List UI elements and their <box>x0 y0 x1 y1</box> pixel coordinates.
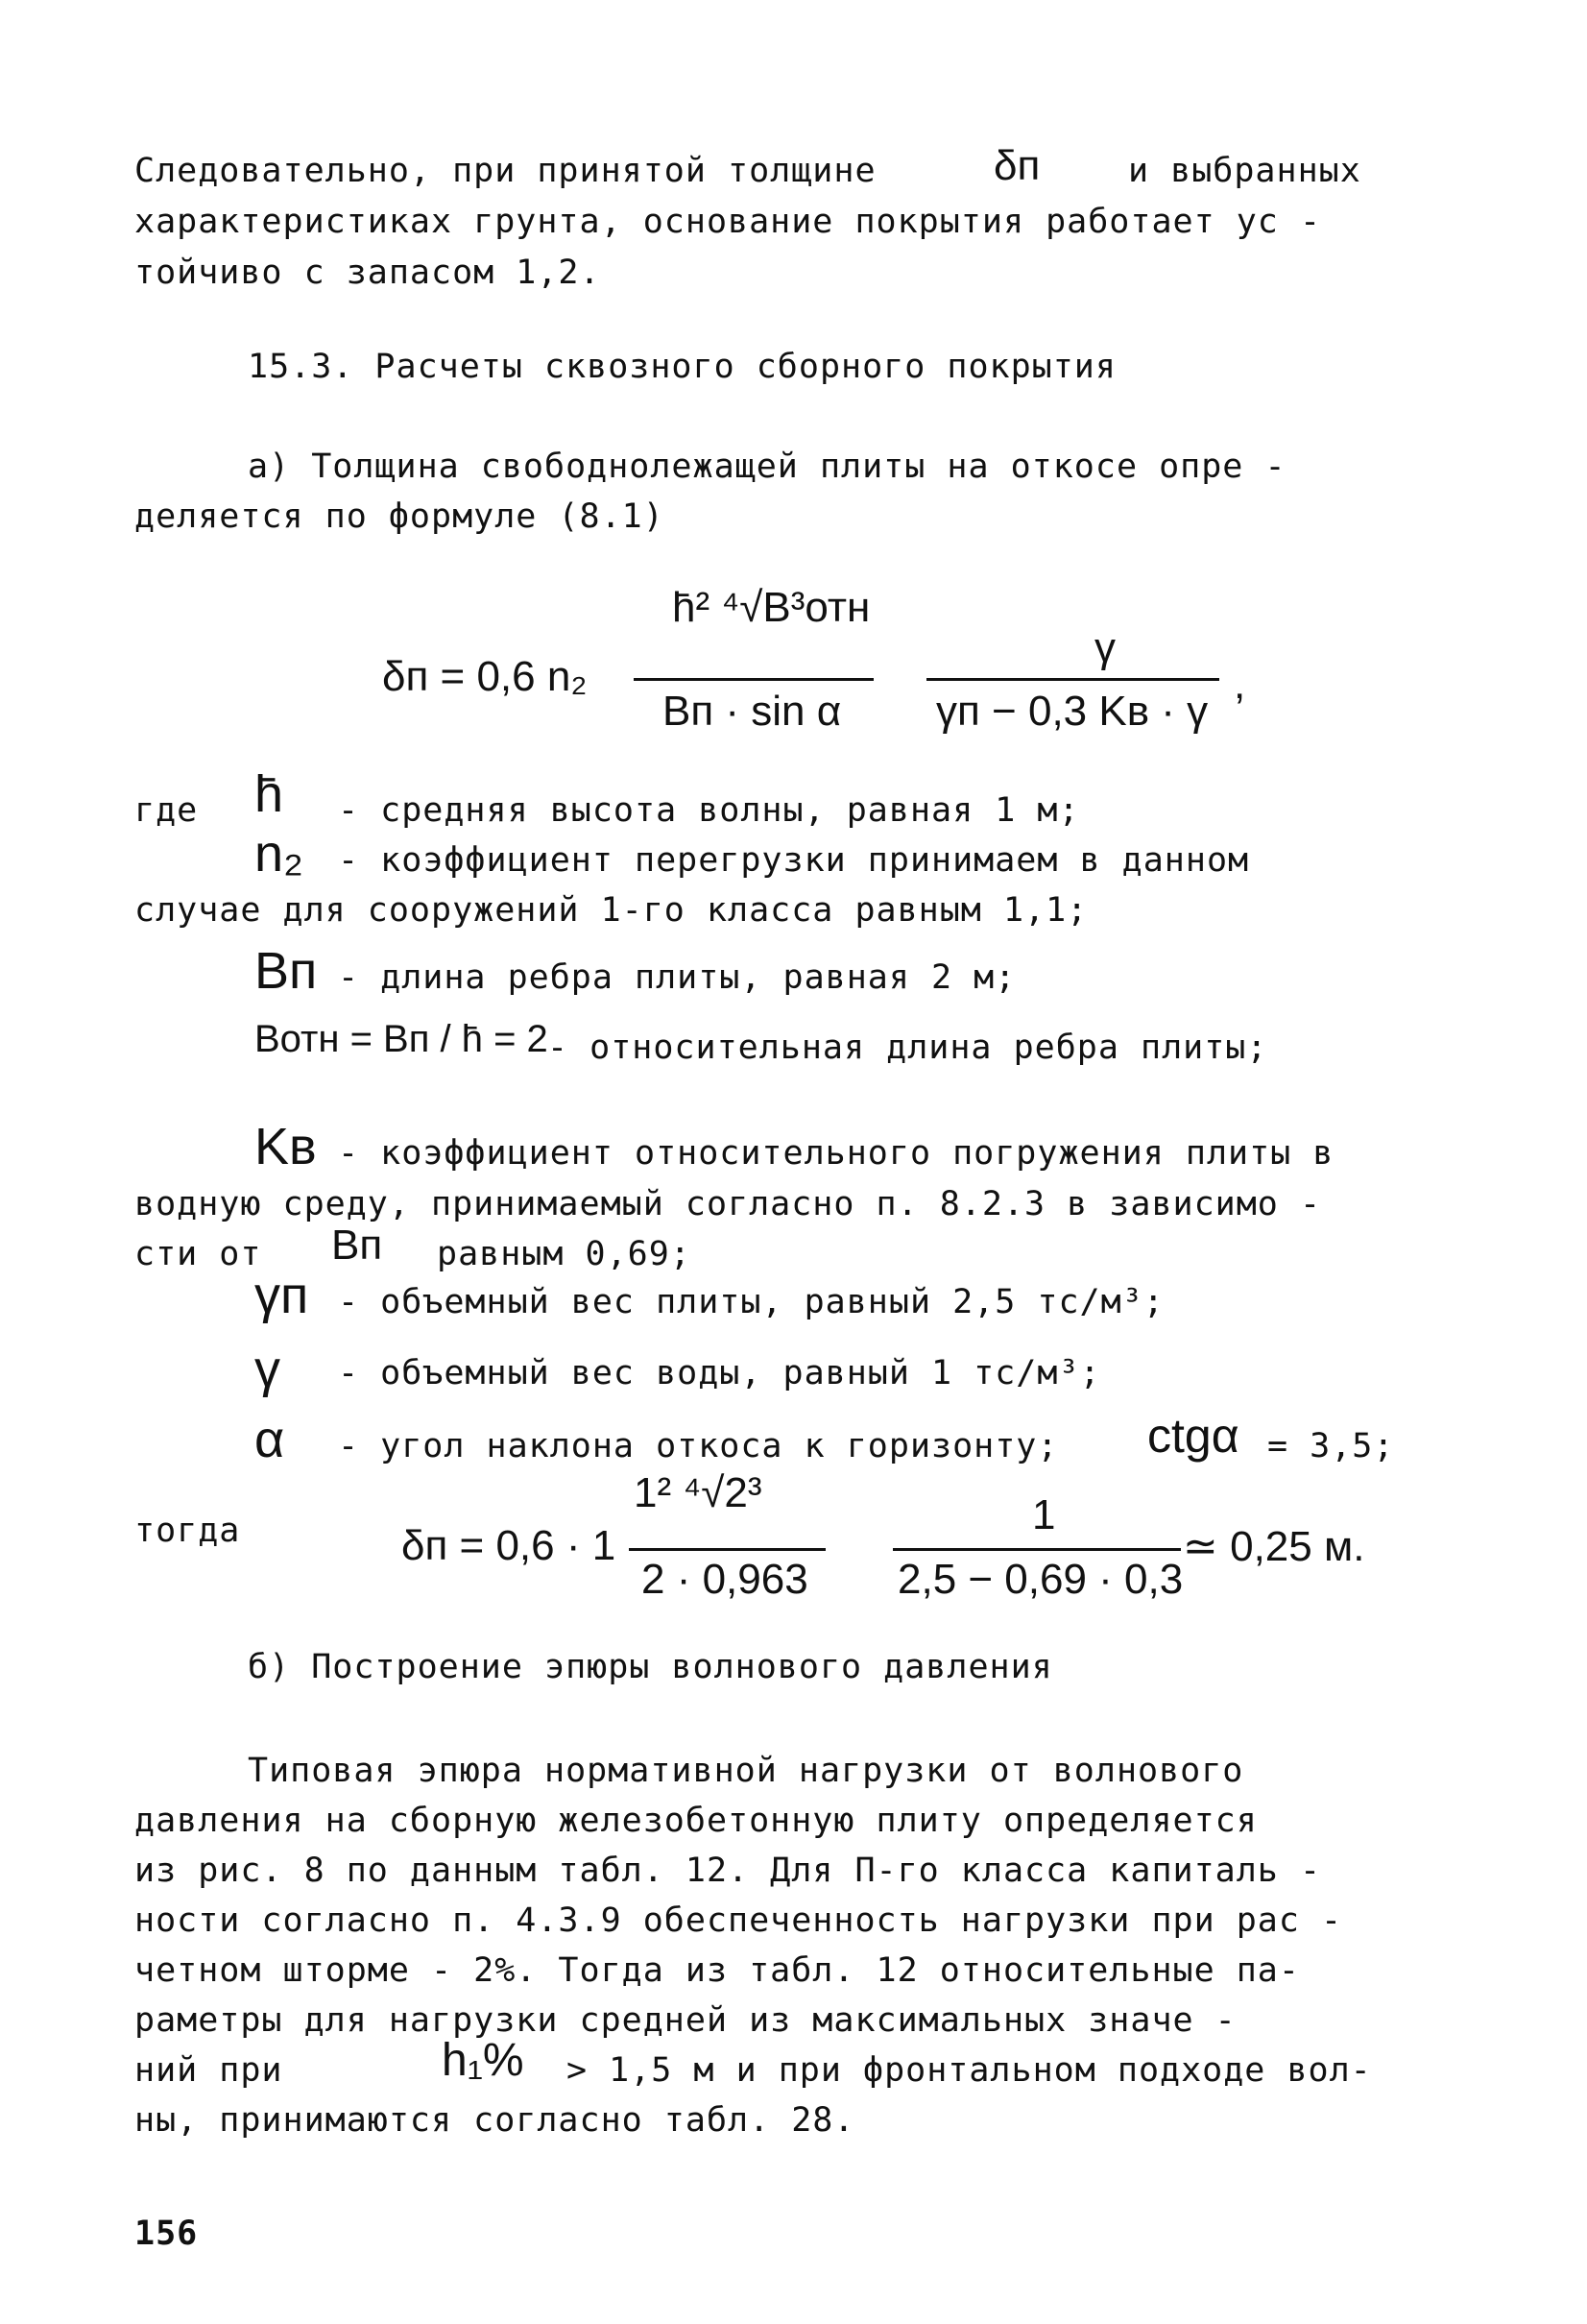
alpha-symbol: α <box>254 1411 285 1468</box>
ctg-alpha-value: = 3,5; <box>1267 1427 1395 1465</box>
gamma-symbol: γ <box>254 1341 280 1398</box>
h-definition: - средняя высота волны, равная 1 м; <box>338 791 1080 830</box>
item-a-line-1: а) Толщина свободнолежащей плиты на откосе опре - <box>248 448 1286 486</box>
formula2-denominator-1: 2 · 0,963 <box>641 1556 808 1603</box>
formula1-trailing-comma: , <box>1234 661 1246 708</box>
formula1-numerator-2: γ <box>1094 624 1116 671</box>
intro-line-3: тойчиво с запасом 1,2. <box>134 254 601 292</box>
page-number: 156 <box>134 2215 199 2253</box>
paragraph-line-5: четном шторме - 2%. Тогда из табл. 12 относительные па- <box>134 1951 1300 1990</box>
paragraph-line-7b: > 1,5 м и при фронтальном подходе вол- <box>566 2051 1372 2090</box>
paragraph-line-8: ны, принимаются согласно табл. 28. <box>134 2101 855 2140</box>
intro-line-1b: и выбранных <box>1128 152 1361 190</box>
formula1-fraction-bar-2 <box>926 678 1219 681</box>
h-1-percent-symbol: h₁% <box>442 2035 524 2086</box>
kv-definition-3b: равным 0,69; <box>437 1235 691 1273</box>
delta-n-symbol: δп <box>994 142 1041 189</box>
n2-symbol: n₂ <box>254 825 303 883</box>
formula1-numerator-1: h̄² ⁴√B³отн <box>672 584 871 631</box>
botn-definition: - относительная длина ребра плиты; <box>547 1029 1268 1067</box>
paragraph-line-4: ности согласно п. 4.3.9 обеспеченность нагрузки при рас - <box>134 1901 1343 1940</box>
formula2-lhs: δп = 0,6 · 1 <box>401 1522 616 1569</box>
intro-line-1a: Следовательно, при принятой толщине <box>134 152 877 190</box>
n2-definition-2: случае для сооружений 1-го класса равным 1,1; <box>134 891 1089 930</box>
formula2-fraction-bar-1 <box>629 1548 826 1551</box>
paragraph-line-2: давления на сборную железобетонную плиту определяется <box>134 1802 1258 1840</box>
kv-definition-3a: сти от <box>134 1235 262 1273</box>
bn-symbol: Bп <box>254 942 318 1000</box>
paragraph-line-6: раметры для нагрузки средней из максимальных значе - <box>134 2001 1237 2040</box>
formula2-numerator-2: 1 <box>1032 1491 1056 1538</box>
gamma-definition: - объемный вес воды, равный 1 тс/м³; <box>338 1354 1101 1392</box>
alpha-definition: - угол наклона откоса к горизонту; <box>338 1427 1059 1465</box>
n2-definition: - коэффициент перегрузки принимаем в данном <box>338 841 1250 880</box>
bn-definition: - длина ребра плиты, равная 2 м; <box>338 958 1017 997</box>
formula2-numerator-1: 1² ⁴√2³ <box>634 1469 762 1516</box>
item-a-line-2: деляется по формуле (8.1) <box>134 497 664 536</box>
paragraph-line-7a: ний при <box>134 2051 283 2090</box>
formula2-result: ≃ 0,25 м. <box>1183 1523 1365 1570</box>
formula1-fraction-bar-1 <box>634 678 874 681</box>
paragraph-line-1: Типовая эпюра нормативной нагрузки от волнового <box>248 1752 1244 1790</box>
formula1-denominator-2: γп − 0,3 Kв · γ <box>936 688 1209 735</box>
formula2-denominator-2: 2,5 − 0,69 · 0,3 <box>898 1556 1184 1603</box>
item-b-heading: б) Построение эпюры волнового давления <box>248 1648 1053 1686</box>
ctg-alpha: ctgα <box>1147 1409 1239 1463</box>
botn-formula: Bотн = Bп / h̄ = 2 <box>254 1018 548 1060</box>
kv-definition-2: водную среду, принимаемый согласно п. 8.2.3 в зависимо - <box>134 1185 1322 1223</box>
gamma-n-definition: - объемный вес плиты, равный 2,5 тс/м³; <box>338 1283 1165 1321</box>
kv-symbol: Kв <box>254 1118 317 1175</box>
where-label: где <box>134 791 199 830</box>
kv-bn-symbol: Bп <box>331 1222 383 1269</box>
intro-line-2: характеристиках грунта, основание покрытия работает ус - <box>134 203 1322 241</box>
section-heading-15-3: 15.3. Расчеты сквозного сборного покрытия <box>248 348 1117 386</box>
kv-definition-1: - коэффициент относительного погружения плиты в <box>338 1134 1335 1173</box>
formula1-lhs: δп = 0,6 n₂ <box>382 653 588 700</box>
formula2-fraction-bar-2 <box>893 1548 1181 1551</box>
paragraph-line-3: из рис. 8 по данным табл. 12. Для П-го класса капиталь - <box>134 1852 1322 1890</box>
then-label: тогда <box>134 1512 241 1550</box>
h-bar-symbol: h̄ <box>254 765 284 823</box>
gamma-n-symbol: γп <box>254 1267 309 1324</box>
formula1-denominator-1: Bп · sin α <box>662 688 842 735</box>
